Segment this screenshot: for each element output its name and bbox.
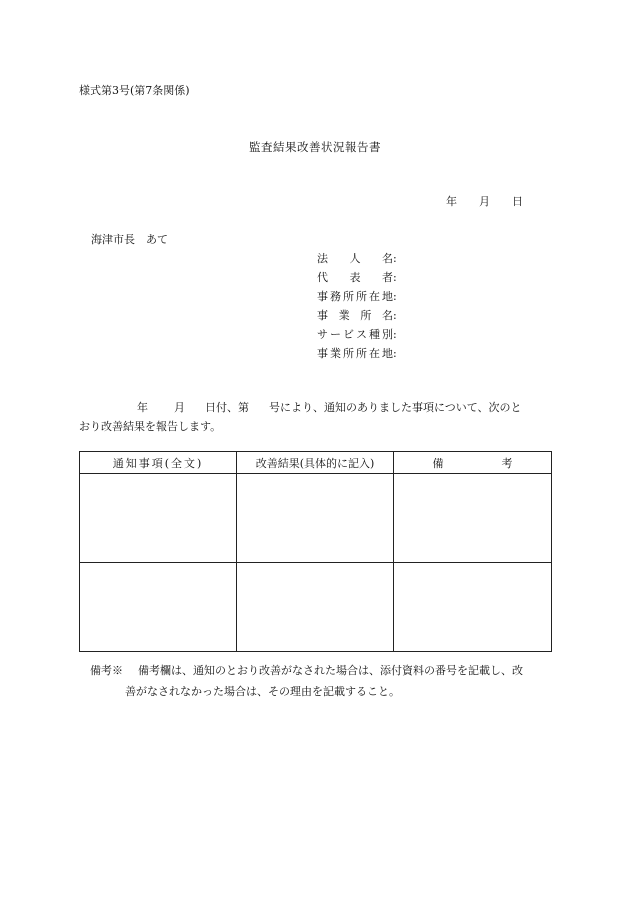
info-colon: :	[393, 271, 397, 284]
body-year: 年	[137, 401, 148, 414]
table-cell-remarks[interactable]	[394, 474, 552, 563]
info-row-corporation	[317, 249, 403, 268]
info-label: 法人名	[317, 252, 393, 265]
info-row-facility-address	[317, 344, 403, 363]
body-text	[79, 398, 553, 436]
form-number: 様式第3号(第7条関係)	[79, 84, 190, 97]
table-cell-notice[interactable]	[80, 474, 237, 563]
table-row	[80, 474, 552, 563]
info-label: 事業所所在地	[317, 347, 393, 360]
info-row-representative	[317, 268, 403, 287]
header-remarks	[394, 452, 552, 474]
document-title: 監査結果改善状況報告書	[249, 140, 381, 154]
info-colon: :	[393, 309, 397, 322]
result-table	[79, 451, 552, 652]
note-label: 備考※	[90, 664, 123, 677]
body-line-2: おり改善結果を報告します。	[79, 420, 222, 433]
body-day: 日付、第	[205, 401, 249, 414]
body-rest: 号により、通知のありました事項について、次のと	[269, 401, 522, 414]
date-line	[446, 193, 523, 209]
table-cell-remarks[interactable]	[394, 563, 552, 652]
header-remarks-char-1: 備	[432, 456, 444, 470]
info-label: 事務所所在地	[317, 290, 393, 303]
info-label: 事業所名	[317, 309, 393, 322]
header-notice-items	[80, 452, 237, 474]
info-colon: :	[393, 290, 397, 303]
info-colon: :	[393, 328, 397, 341]
table-cell-notice[interactable]	[80, 563, 237, 652]
date-month: 月	[479, 195, 490, 208]
date-day: 日	[512, 195, 523, 208]
info-row-service-type	[317, 325, 403, 344]
table-cell-result[interactable]	[237, 474, 394, 563]
info-row-office-address	[317, 287, 403, 306]
note-line-2: 善がなされなかった場合は、その理由を記載すること。	[125, 685, 400, 698]
applicant-info	[317, 249, 403, 363]
body-line-1	[79, 398, 553, 417]
info-label: サービス種別	[317, 328, 393, 341]
date-year: 年	[446, 195, 457, 208]
info-colon: :	[393, 252, 397, 265]
table-header-row	[80, 452, 552, 474]
note-line-1	[90, 660, 560, 681]
info-colon: :	[393, 347, 397, 360]
note-text-1: 備考欄は、通知のとおり改善がなされた場合は、添付資料の番号を記載し、改	[138, 664, 523, 677]
table-row	[80, 563, 552, 652]
header-notice-items-label: 通知事項(全文)	[112, 456, 204, 470]
info-row-facility-name	[317, 306, 403, 325]
header-remarks-char-2: 考	[501, 456, 513, 470]
header-improvement-results-label: 改善結果(具体的に記入)	[255, 456, 375, 470]
header-improvement-results	[237, 452, 394, 474]
table-cell-result[interactable]	[237, 563, 394, 652]
header-remarks-label	[433, 455, 513, 471]
info-label: 代表者	[317, 271, 393, 284]
addressee: 海津市長 あて	[91, 233, 168, 246]
remarks-note	[90, 660, 560, 702]
body-month: 月	[174, 401, 185, 414]
